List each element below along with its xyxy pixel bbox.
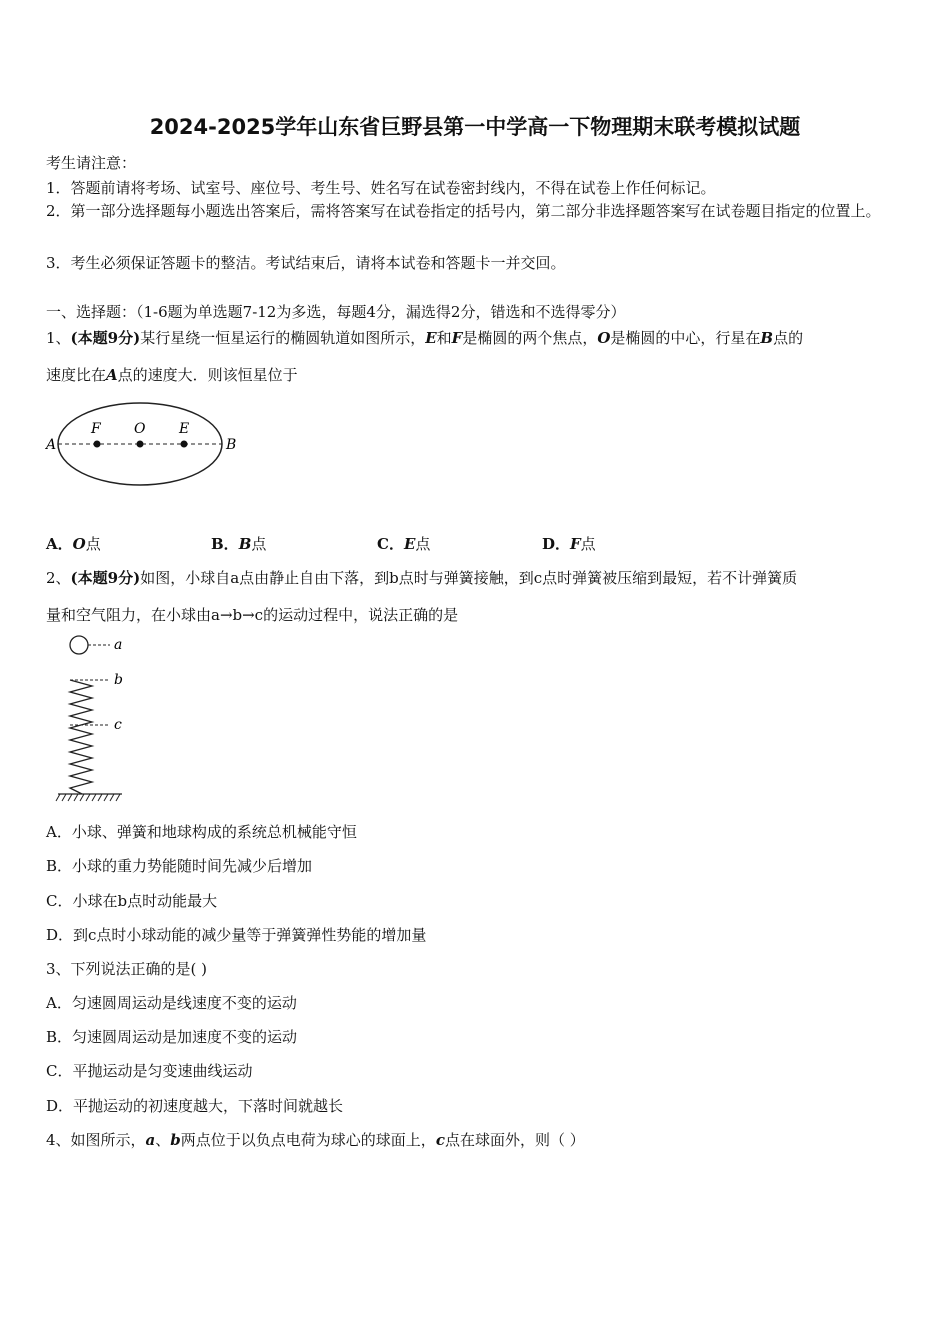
stem-text: 、: [155, 1131, 171, 1149]
stem-text: 是椭圆的中心，行星在: [610, 329, 761, 347]
option-A[interactable]: A．小球、弹簧和地球构成的系统总机械能守恒: [46, 823, 357, 841]
option-text: 点: [415, 535, 431, 553]
stem-text: 和: [436, 329, 452, 347]
option-A[interactable]: A．匀速圆周运动是线速度不变的运动: [46, 994, 297, 1012]
option-label: A．: [46, 535, 73, 553]
option-C[interactable]: [377, 533, 430, 554]
spring-ball-figure: [52, 630, 142, 805]
option-var: B: [238, 535, 252, 553]
fig-label-b: b: [114, 672, 123, 688]
option-label: B．: [211, 535, 239, 553]
var-O: O: [597, 329, 611, 347]
fig-label-c: c: [114, 717, 122, 733]
stem-text: 如图，小球自a点由静止自由下落，到b点时与弹簧接触，到c点时弹簧被压缩到最短，若不计弹簧质: [140, 569, 798, 587]
ellipse-orbit-figure: [40, 398, 250, 500]
question-tag: (本题9分): [70, 329, 141, 347]
var-F: F: [451, 329, 463, 347]
notice-heading: 考生请注意：: [46, 154, 137, 172]
question-tag: (本题9分): [70, 569, 141, 587]
option-var: E: [403, 535, 416, 553]
var-E: E: [425, 329, 437, 347]
option-text: 点: [85, 535, 101, 553]
option-C[interactable]: C．小球在b点时动能最大: [46, 892, 218, 910]
stem-text: 是椭圆的两个焦点，: [462, 329, 598, 347]
var-a: a: [145, 1131, 156, 1149]
question-number: 1、: [46, 329, 71, 347]
option-D[interactable]: [542, 533, 596, 554]
option-var: F: [570, 535, 581, 553]
option-B[interactable]: [211, 533, 266, 554]
notice-item: 1．答题前请将考场、试室号、座位号、考生号、姓名写在试卷密封线内，不得在试卷上作任何标记。: [46, 179, 716, 197]
question-1-stem: [46, 327, 803, 348]
stem-text: 两点位于以负点电荷为球心的球面上，: [180, 1131, 436, 1149]
question-1-stem-line2: [46, 364, 298, 385]
option-A[interactable]: [46, 533, 101, 554]
stem-text: 某行星绕一恒星运行的椭圆轨道如图所示，: [140, 329, 426, 347]
question-number: 2、: [46, 569, 71, 587]
fig-label-E: E: [179, 421, 190, 437]
option-text: 点: [251, 535, 267, 553]
question-2-stem: [46, 567, 797, 588]
notice-item: 3．考生必须保证答题卡的整洁。考试结束后，请将本试卷和答题卡一并交回。: [46, 254, 566, 272]
question-4-stem: [46, 1129, 585, 1150]
fig-label-a: a: [114, 637, 123, 653]
option-var: O: [72, 535, 86, 553]
question-2-stem-line2: 量和空气阻力，在小球由a→b→c的运动过程中，说法正确的是: [46, 606, 459, 624]
option-D[interactable]: D．到c点时小球动能的减少量等于弹簧弹性势能的增加量: [46, 926, 427, 944]
option-D[interactable]: D．平抛运动的初速度越大，下落时间就越长: [46, 1097, 344, 1115]
stem-text: 4、如图所示，: [46, 1131, 146, 1149]
var-b: b: [170, 1131, 181, 1149]
option-text: 点: [580, 535, 596, 553]
section-heading: 一、选择题：（1-6题为单选题7-12为多选，每题4分，漏选得2分，错选和不选得零分）: [46, 303, 626, 321]
option-label: D．: [542, 535, 571, 553]
var-A: A: [106, 366, 118, 384]
stem-text: 速度比在: [46, 366, 107, 384]
stem-text: 点在球面外，则（ ）: [444, 1131, 585, 1149]
stem-text: 点的速度大．则该恒星位于: [117, 366, 298, 384]
option-label: C．: [377, 535, 404, 553]
notice-item: 2．第一部分选择题每小题选出答案后，需将答案写在试卷指定的括号内，第二部分非选择题答案写在试卷题目指定的位置上。: [46, 202, 881, 220]
fig-label-O: O: [134, 421, 146, 437]
option-C[interactable]: C．平抛运动是匀变速曲线运动: [46, 1062, 253, 1080]
option-B[interactable]: B．小球的重力势能随时间先减少后增加: [46, 857, 313, 875]
stem-text: 点的: [773, 329, 804, 347]
page-title: 2024-2025学年山东省巨野县第一中学高一下物理期末联考模拟试题: [149, 115, 801, 139]
option-B[interactable]: B．匀速圆周运动是加速度不变的运动: [46, 1028, 298, 1046]
fig-label-B: B: [226, 437, 237, 453]
fig-label-F: F: [91, 421, 101, 437]
var-c: c: [435, 1131, 445, 1149]
question-3-stem: 3、下列说法正确的是( ): [46, 960, 208, 978]
fig-label-A: A: [46, 437, 57, 453]
var-B: B: [760, 329, 774, 347]
